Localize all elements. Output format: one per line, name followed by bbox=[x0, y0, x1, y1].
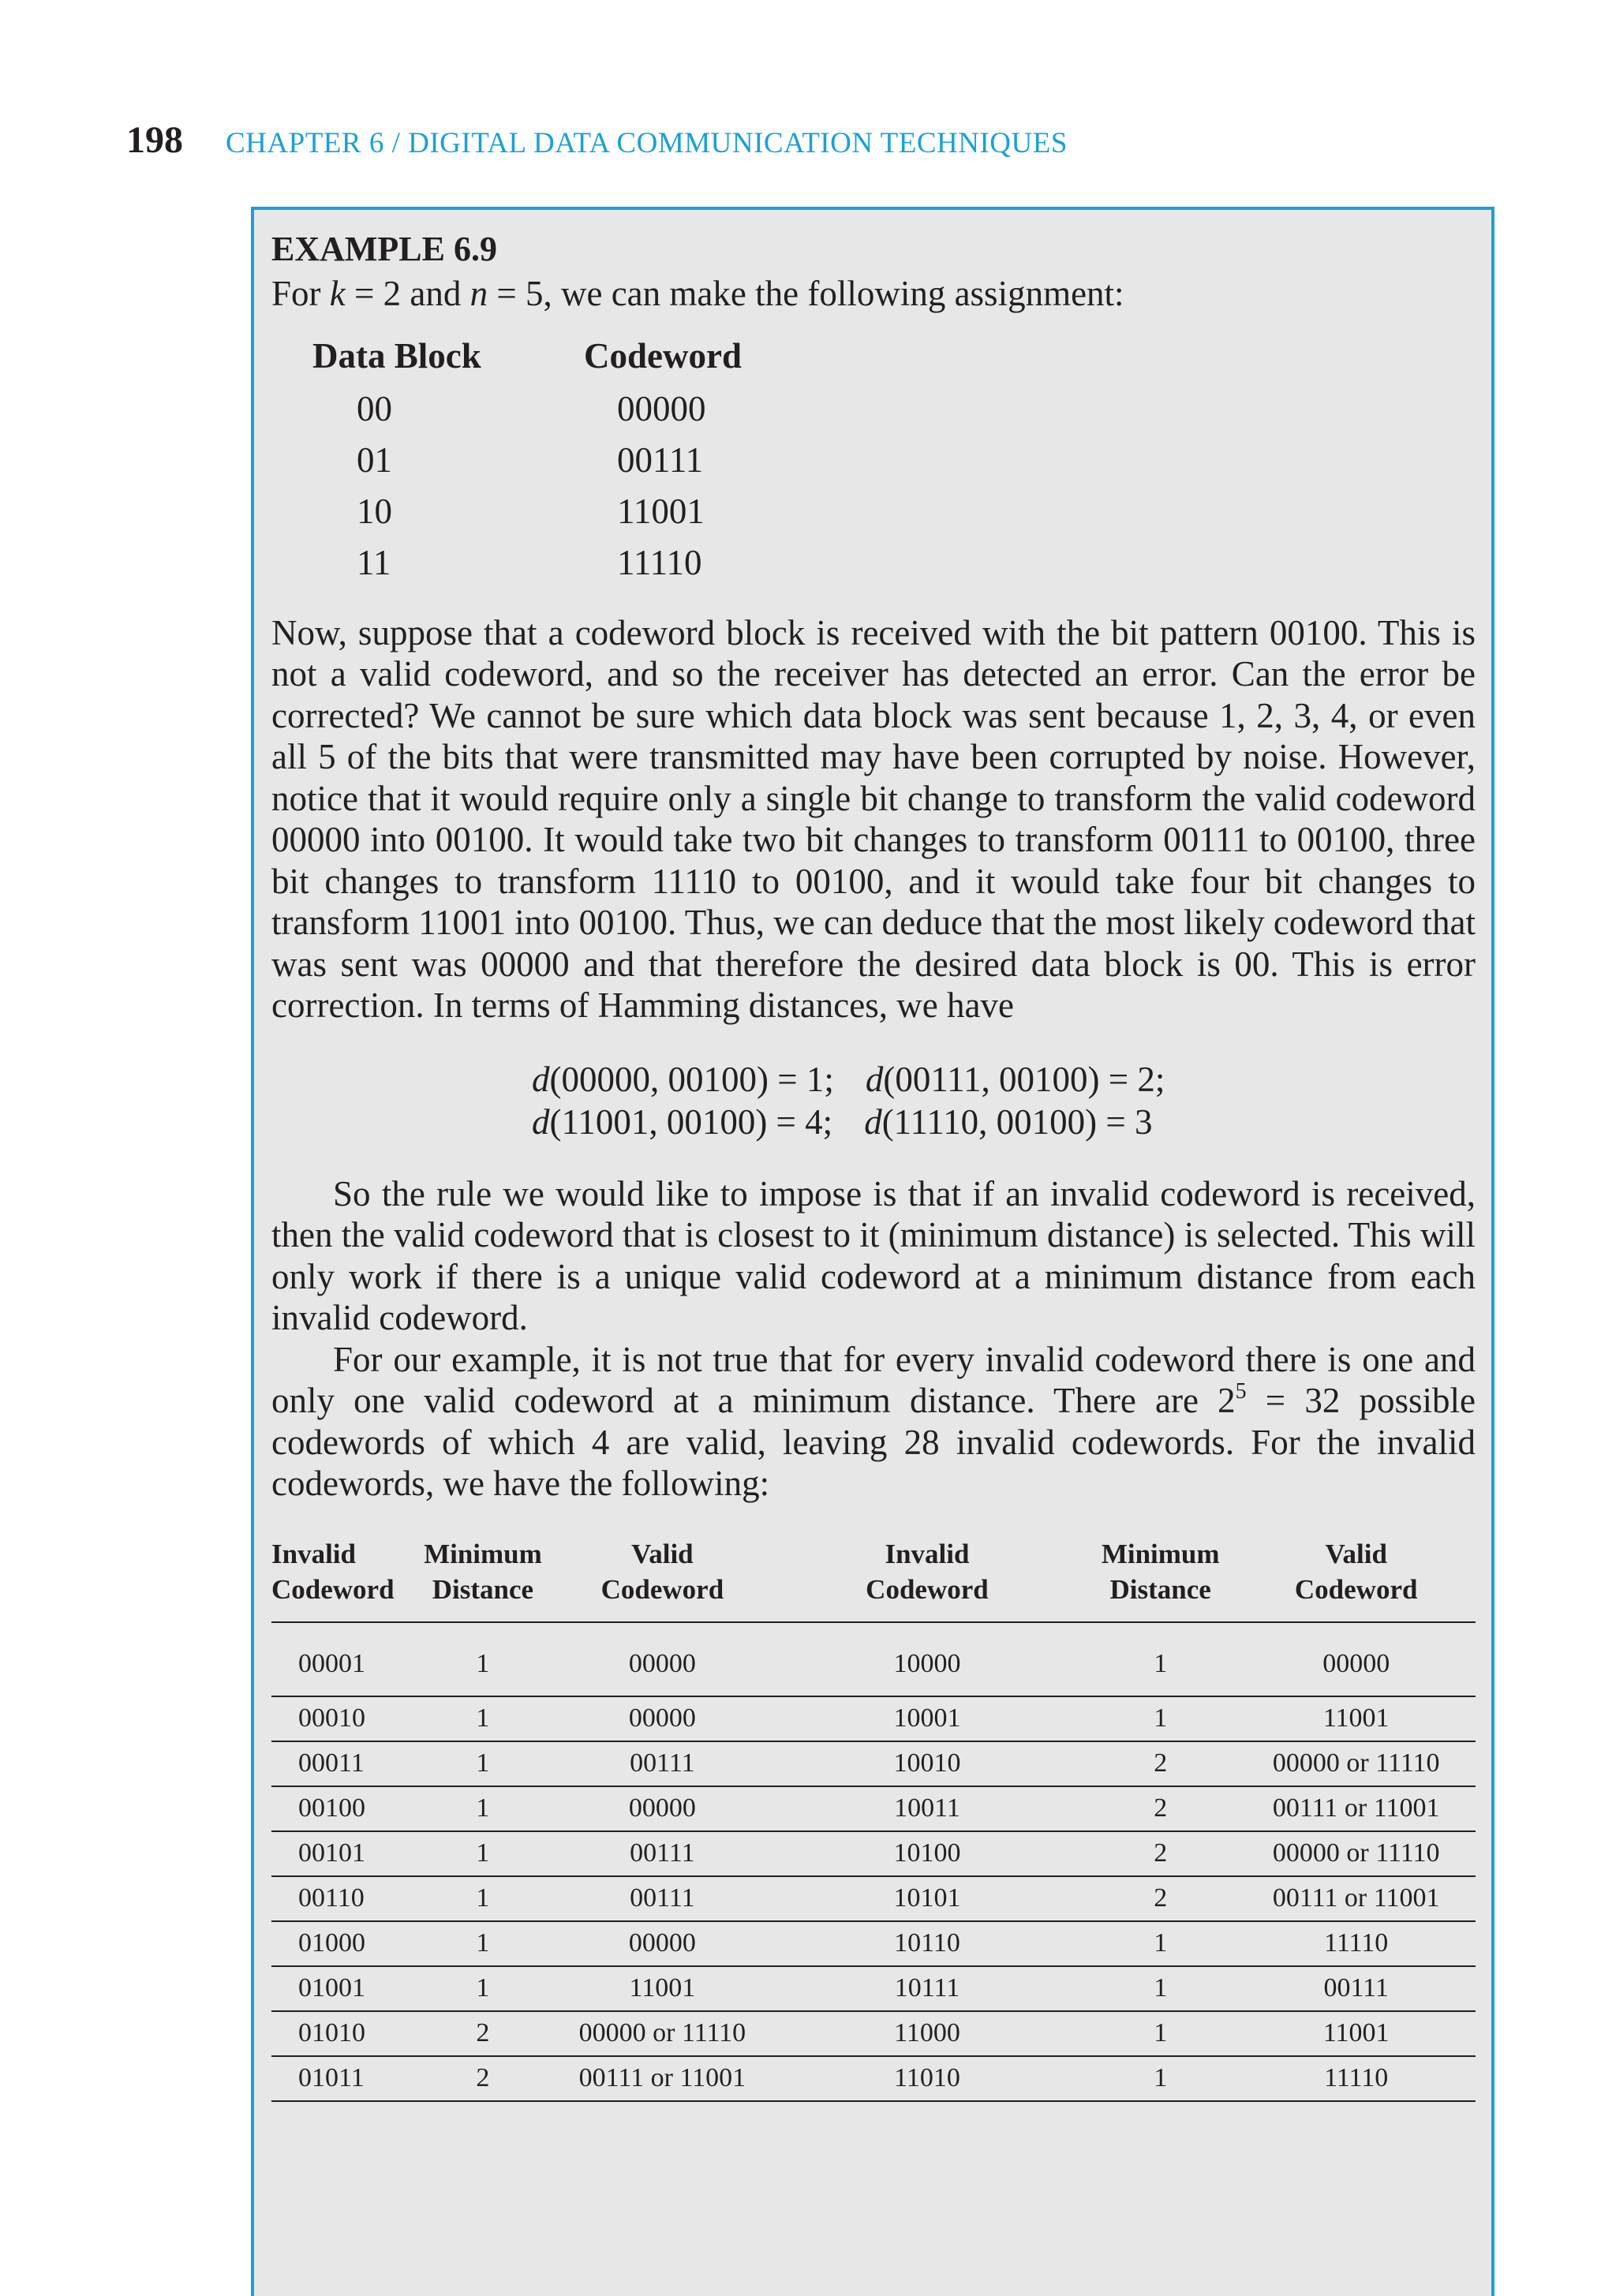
example-box bbox=[251, 207, 1494, 2296]
codeword-cell: 11001 bbox=[617, 491, 705, 531]
valid-codeword-cell: 11110 bbox=[1236, 1921, 1476, 1966]
column-header bbox=[1236, 1536, 1476, 1622]
example-content bbox=[271, 226, 1476, 2102]
table-row bbox=[271, 1831, 1476, 1876]
valid-codeword-cell: 00111 or 11001 bbox=[555, 2056, 770, 2101]
example-label: EXAMPLE 6.9 bbox=[271, 230, 497, 268]
minimum-distance-cell: 1 bbox=[1084, 1966, 1236, 2011]
invalid-codeword-cell: 00011 bbox=[271, 1741, 411, 1786]
column-header bbox=[1084, 1536, 1236, 1622]
minimum-distance-cell: 2 bbox=[1084, 1741, 1236, 1786]
valid-codeword-cell: 11001 bbox=[1236, 2011, 1476, 2056]
table-row bbox=[271, 2011, 1476, 2056]
data-block-cell: 10 bbox=[357, 491, 392, 531]
minimum-distance-cell: 1 bbox=[411, 1831, 555, 1876]
distance-expression: (11001, 00100) = 4; bbox=[549, 1101, 833, 1142]
minimum-distance-cell: 1 bbox=[411, 1921, 555, 1966]
minimum-distance-cell: 2 bbox=[411, 2011, 555, 2056]
valid-codeword-cell: 00000 or 11110 bbox=[1236, 1741, 1476, 1786]
invalid-codeword-cell: 10101 bbox=[770, 1876, 1084, 1921]
invalid-codeword-cell: 00001 bbox=[271, 1622, 411, 1696]
invalid-codeword-cell: 10011 bbox=[770, 1786, 1084, 1831]
valid-codeword-cell: 00000 or 11110 bbox=[1236, 1831, 1476, 1876]
invalid-codeword-cell: 10110 bbox=[770, 1921, 1084, 1966]
distance-function: d bbox=[532, 1101, 550, 1142]
valid-codeword-cell: 00000 bbox=[555, 1622, 770, 1696]
intro-text: = 5, we can make the following assignment: bbox=[488, 274, 1124, 313]
table-row bbox=[271, 1876, 1476, 1921]
minimum-distance-cell: 1 bbox=[411, 1876, 555, 1921]
distance-function: d bbox=[864, 1101, 882, 1142]
column-header-line: Codeword bbox=[600, 1573, 724, 1605]
intro-text: For bbox=[271, 274, 330, 313]
column-header-line: Minimum bbox=[1101, 1538, 1220, 1569]
column-header-line: Valid bbox=[631, 1538, 694, 1569]
column-header bbox=[271, 1536, 411, 1622]
column-header: Data Block bbox=[312, 335, 481, 376]
assignment-row bbox=[312, 435, 742, 486]
minimum-distance-cell: 2 bbox=[1084, 1876, 1236, 1921]
valid-codeword-cell: 00111 bbox=[555, 1831, 770, 1876]
column-header: Codeword bbox=[584, 335, 742, 376]
assignment-header-row bbox=[312, 331, 742, 383]
intro-text: = 2 and bbox=[345, 274, 470, 313]
chapter-title: CHAPTER 6 / DIGITAL DATA COMMUNICATION TECHNIQUES bbox=[226, 127, 1068, 159]
invalid-codeword-cell: 00010 bbox=[271, 1696, 411, 1741]
column-header-line: Codeword bbox=[866, 1573, 989, 1605]
column-header bbox=[555, 1536, 770, 1622]
valid-codeword-cell: 00111 bbox=[1236, 1966, 1476, 2011]
assignment-body bbox=[312, 383, 742, 589]
distance-expression: (11110, 00100) = 3 bbox=[881, 1101, 1153, 1142]
table-row bbox=[271, 1921, 1476, 1966]
assignment-row bbox=[312, 537, 742, 589]
table-row bbox=[271, 2056, 1476, 2101]
invalid-codeword-cell: 00110 bbox=[271, 1876, 411, 1921]
column-header-line: Valid bbox=[1325, 1538, 1387, 1569]
minimum-distance-cell: 2 bbox=[1084, 1786, 1236, 1831]
column-header-line: Codeword bbox=[271, 1573, 395, 1605]
codeword-cell: 00000 bbox=[617, 388, 706, 428]
invalid-codeword-cell: 10001 bbox=[770, 1696, 1084, 1741]
hamming-distance-equations bbox=[532, 1058, 1476, 1143]
valid-codeword-cell: 11001 bbox=[555, 1966, 770, 2011]
table-row bbox=[271, 1741, 1476, 1786]
assignment-row bbox=[312, 486, 742, 537]
invalid-codeword-cell: 11000 bbox=[770, 2011, 1084, 2056]
column-header-line: Codeword bbox=[1294, 1573, 1418, 1605]
distance-expression: (00000, 00100) = 1; bbox=[549, 1059, 834, 1099]
invalid-codeword-cell: 01000 bbox=[271, 1921, 411, 1966]
minimum-distance-cell: 1 bbox=[411, 1786, 555, 1831]
valid-codeword-cell: 00111 bbox=[555, 1741, 770, 1786]
minimum-distance-cell: 1 bbox=[411, 1622, 555, 1696]
codeword-cell: 11110 bbox=[617, 542, 702, 582]
minimum-distance-cell: 1 bbox=[1084, 2056, 1236, 2101]
minimum-distance-cell: 1 bbox=[1084, 1622, 1236, 1696]
valid-codeword-cell: 00000 or 11110 bbox=[555, 2011, 770, 2056]
column-header bbox=[770, 1536, 1084, 1622]
invalid-codeword-cell: 00100 bbox=[271, 1786, 411, 1831]
valid-codeword-cell: 00000 bbox=[555, 1696, 770, 1741]
variable-n: n bbox=[469, 274, 488, 313]
paragraph-example bbox=[271, 1339, 1476, 1505]
valid-codeword-cell: 11110 bbox=[1236, 2056, 1476, 2101]
valid-codeword-cell: 00000 bbox=[555, 1921, 770, 1966]
valid-codeword-cell: 11001 bbox=[1236, 1696, 1476, 1741]
column-header-line: Distance bbox=[1109, 1573, 1211, 1605]
equation-row bbox=[532, 1058, 1476, 1101]
distance-function: d bbox=[532, 1059, 550, 1099]
column-header bbox=[411, 1536, 555, 1622]
table-row bbox=[271, 1622, 1476, 1696]
intro-sentence bbox=[271, 273, 1476, 315]
equation-row bbox=[532, 1101, 1476, 1143]
invalid-codeword-cell: 10000 bbox=[770, 1622, 1084, 1696]
invalid-codeword-cell: 01001 bbox=[271, 1966, 411, 2011]
variable-k: k bbox=[329, 274, 346, 313]
column-header-line: Invalid bbox=[271, 1538, 356, 1569]
data-block-cell: 01 bbox=[357, 439, 392, 480]
minimum-distance-cell: 1 bbox=[1084, 2011, 1236, 2056]
minimum-distance-cell: 1 bbox=[1084, 1921, 1236, 1966]
column-header-line: Distance bbox=[432, 1573, 534, 1605]
paragraph-error-detection: Now, suppose that a codeword block is received with the bit pattern 00100. This is not a valid codeword, and so the receiver has detected an error. Can the error be corrected? We cannot be sure which data block was sent because 1, 2, 3, 4, or even all 5 of the bits that were transmitted may have been corrupted by noise. However, notice that it would require only a single bit change to transform the valid codeword 00000 into 00100. It would take two bit changes to transform 00111 to 00100, three bit changes to transform 11110 to 00100, and it would take four bit changes to transform 11001 into 00100. Thus, we can deduce that the most likely codeword that was sent was 00000 and that therefore the desired data block is 00. This is error correction. In terms of Hamming distances, we have bbox=[271, 612, 1476, 1025]
invalid-codeword-cell: 01011 bbox=[271, 2056, 411, 2101]
distance-expression: (00111, 00100) = 2; bbox=[883, 1059, 1165, 1099]
paragraph-text: = 32 possible codewords of which 4 are valid, leaving 28 invalid codewords. For the invalid codewords, we have the following: bbox=[271, 1381, 1476, 1503]
paragraph-rule: So the rule we would like to impose is that if an invalid codeword is received, then the valid codeword that is closest to it (minimum distance) is selected. This will only work if there is a unique valid codeword at a minimum distance from each invalid codeword. bbox=[271, 1173, 1476, 1337]
data-block-cell: 11 bbox=[357, 542, 391, 582]
invalid-codeword-cell: 10100 bbox=[770, 1831, 1084, 1876]
table-body bbox=[271, 1622, 1476, 2101]
minimum-distance-cell: 2 bbox=[411, 2056, 555, 2101]
minimum-distance-cell: 1 bbox=[411, 1696, 555, 1741]
minimum-distance-cell: 1 bbox=[411, 1966, 555, 2011]
table-row bbox=[271, 1696, 1476, 1741]
column-header-line: Invalid bbox=[885, 1538, 970, 1569]
distance-function: d bbox=[865, 1059, 884, 1099]
invalid-codeword-cell: 01010 bbox=[271, 2011, 411, 2056]
invalid-codeword-cell: 00101 bbox=[271, 1831, 411, 1876]
table-row bbox=[271, 1786, 1476, 1831]
valid-codeword-cell: 00000 bbox=[555, 1786, 770, 1831]
invalid-codeword-cell: 10111 bbox=[770, 1966, 1084, 2011]
codeword-cell: 00111 bbox=[617, 439, 704, 480]
paragraph-text: For our example, it is not true that for every invalid codeword there is one and only one valid codeword at a minimum distance. There are 2 bbox=[271, 1339, 1476, 1420]
invalid-codeword-cell: 11010 bbox=[770, 2056, 1084, 2101]
minimum-distance-cell: 1 bbox=[1084, 1696, 1236, 1741]
table-header-row bbox=[271, 1536, 1476, 1622]
assignment-row bbox=[312, 383, 742, 435]
data-block-cell: 00 bbox=[357, 388, 392, 428]
invalid-codeword-cell: 10010 bbox=[770, 1741, 1084, 1786]
valid-codeword-cell: 00111 or 11001 bbox=[1236, 1786, 1476, 1831]
assignment-table bbox=[312, 331, 742, 589]
valid-codeword-cell: 00111 bbox=[555, 1876, 770, 1921]
running-head bbox=[126, 118, 1068, 162]
table-row bbox=[271, 1966, 1476, 2011]
column-header-line: Minimum bbox=[424, 1538, 542, 1569]
valid-codeword-cell: 00111 or 11001 bbox=[1236, 1876, 1476, 1921]
minimum-distance-cell: 2 bbox=[1084, 1831, 1236, 1876]
valid-codeword-cell: 00000 bbox=[1236, 1622, 1476, 1696]
minimum-distance-cell: 1 bbox=[411, 1741, 555, 1786]
invalid-codeword-table bbox=[271, 1536, 1476, 2102]
exponent: 5 bbox=[1235, 1379, 1247, 1404]
page-number: 198 bbox=[126, 119, 183, 161]
